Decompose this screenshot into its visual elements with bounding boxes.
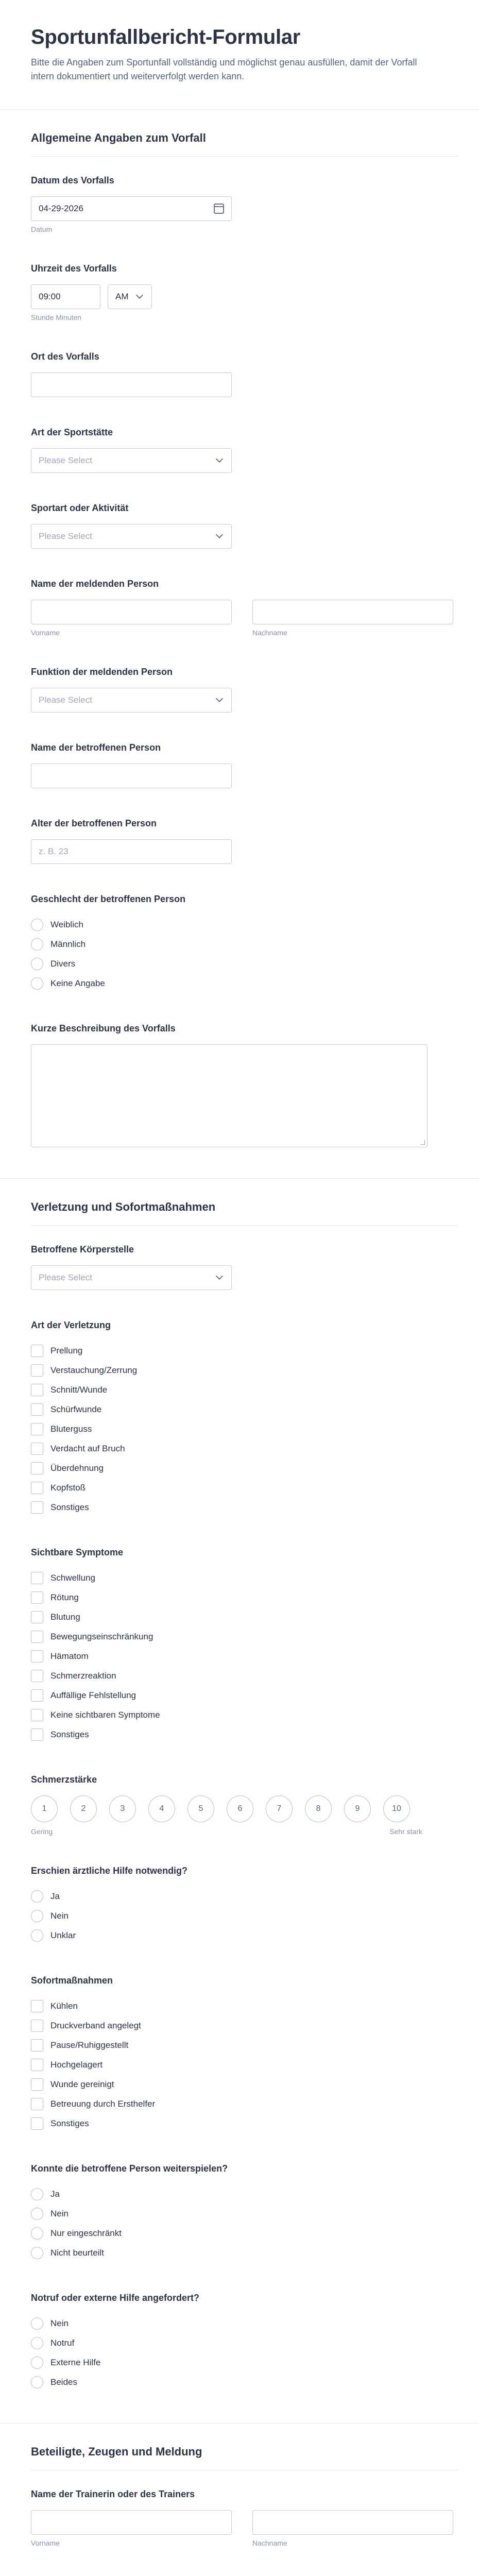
option-label: Überdehnung [50,1463,104,1473]
radio-button[interactable] [31,2357,43,2369]
field-sublabel: Datum [31,225,53,233]
last-name-input[interactable] [252,600,453,624]
radio-option[interactable] [31,915,458,935]
scale-option-10[interactable]: 10 [383,1795,410,1822]
medical-help-options [31,1887,458,1945]
last-name-sublabel: Nachname [252,2539,287,2547]
checkbox[interactable] [31,1482,43,1494]
section-participants [0,2424,479,2576]
select-placeholder: Please Select [39,1273,92,1282]
checkbox[interactable] [31,1462,43,1475]
checkbox[interactable] [31,1591,43,1604]
date-value: 04-29-2026 [39,204,83,213]
gender-options [31,915,458,993]
scale-option-3[interactable]: 3 [109,1795,136,1822]
checkbox[interactable] [31,1709,43,1721]
radio-button[interactable] [31,2247,43,2259]
injury-type-options [31,1341,458,1517]
checkbox-option[interactable] [31,2094,458,2114]
option-label: Hämatom [50,1651,89,1661]
last-name-col [252,2510,453,2547]
field-time [31,263,458,321]
option-label: Keine sichtbaren Symptome [50,1710,160,1720]
last-name-sublabel: Nachname [252,629,287,637]
scale-option-8[interactable]: 8 [305,1795,332,1822]
checkbox-option[interactable] [31,1666,458,1686]
field-label: Notruf oder externe Hilfe angefordert? [31,2293,200,2303]
radio-button[interactable] [31,2188,43,2200]
section-injury [0,1179,479,2424]
description-textarea[interactable] [31,1044,427,1147]
field-label: Schmerzstärke [31,1774,97,1785]
radio-option[interactable] [31,2184,458,2204]
body-part-select[interactable] [31,1265,232,1290]
option-label: Nicht beurteilt [50,2248,104,2258]
radio-option[interactable] [31,2314,458,2333]
radio-button[interactable] [31,919,43,931]
checkbox-option[interactable] [31,1478,458,1498]
field-continue-play [31,2163,458,2263]
checkbox[interactable] [31,2059,43,2071]
section-general [0,110,479,1179]
radio-button[interactable] [31,2208,43,2220]
field-label: Art der Sportstätte [31,427,113,437]
radio-button[interactable] [31,938,43,951]
checkbox[interactable] [31,2020,43,2032]
checkbox[interactable] [31,1728,43,1741]
scale-option-7[interactable]: 7 [266,1795,293,1822]
option-label: Keine Angabe [50,978,105,988]
option-label: Sonstiges [50,1502,89,1512]
option-label: Ja [50,2189,60,2199]
form-title: Sportunfallbericht-Formular [31,26,301,48]
field-affected-age [31,818,458,864]
first-name-input[interactable] [31,600,232,624]
scale-low-label: Gering [31,1827,53,1836]
radio-option[interactable] [31,974,458,993]
checkbox[interactable] [31,1670,43,1682]
radio-button[interactable] [31,2227,43,2240]
scale-option-5[interactable]: 5 [187,1795,214,1822]
radio-option[interactable] [31,2353,458,2372]
scale-high-label: Sehr stark [389,1827,422,1836]
radio-option[interactable] [31,2243,458,2263]
radio-button[interactable] [31,2337,43,2349]
checkbox-option[interactable] [31,1686,458,1705]
radio-option[interactable] [31,2333,458,2353]
time-row [31,284,458,309]
field-label: Sichtbare Symptome [31,1547,124,1557]
checkbox[interactable] [31,2000,43,2012]
first-name-col [31,600,232,637]
field-emergency [31,2293,458,2392]
field-location [31,351,458,397]
field-label: Geschlecht der betroffenen Person [31,894,186,904]
date-input[interactable] [31,196,232,221]
emergency-options [31,2314,458,2392]
option-label: Kühlen [50,2001,78,2011]
form-header [0,0,479,110]
field-affected-name [31,742,458,788]
field-facility [31,427,458,473]
checkbox-option[interactable] [31,1498,458,1517]
option-label: Wunde gereinigt [50,2079,114,2089]
radio-option[interactable] [31,2204,458,2224]
field-description [31,1023,458,1147]
field-sport [31,503,458,549]
option-label: Nein [50,1911,69,1921]
checkbox[interactable] [31,1689,43,1702]
time-value: 09:00 [39,292,61,301]
option-label: Verdacht auf Bruch [50,1444,125,1453]
field-measures [31,1975,458,2133]
checkbox[interactable] [31,2078,43,2091]
option-label: Notruf [50,2338,75,2348]
radio-option[interactable] [31,1926,458,1945]
option-label: Betreuung durch Ersthelfer [50,2099,156,2109]
radio-option[interactable] [31,2224,458,2243]
checkbox-option[interactable] [31,1400,458,1419]
reporter-role-select[interactable] [31,688,232,713]
option-label: Druckverband angelegt [50,2021,141,2030]
option-label: Ja [50,1891,60,1901]
option-label: Hochgelagert [50,2060,103,2070]
checkbox-option[interactable] [31,2016,458,2036]
field-label: Name der meldenden Person [31,579,159,589]
option-label: Schwellung [50,1573,95,1583]
checkbox-option[interactable] [31,1361,458,1380]
radio-option[interactable] [31,935,458,954]
field-body-part [31,1244,458,1290]
radio-button[interactable] [31,2376,43,2388]
option-label: Auffällige Fehlstellung [50,1690,136,1700]
field-label: Erschien ärztliche Hilfe notwendig? [31,1866,188,1876]
option-label: Beides [50,2377,77,2387]
option-label: Männlich [50,939,86,949]
field-label: Ort des Vorfalls [31,351,99,362]
option-label: Blutung [50,1612,80,1622]
option-label: Rötung [50,1592,79,1602]
continue-play-options [31,2184,458,2263]
scale-option-4[interactable]: 4 [148,1795,175,1822]
field-label: Funktion der meldenden Person [31,667,173,677]
checkbox-option[interactable] [31,2055,458,2075]
radio-button[interactable] [31,1910,43,1922]
checkbox-option[interactable] [31,1627,458,1647]
scale-labels [31,1827,422,1836]
scale-option-2[interactable]: 2 [70,1795,97,1822]
checkbox-option[interactable] [31,1607,458,1627]
checkbox[interactable] [31,1384,43,1396]
ampm-value: AM [115,292,129,301]
checkbox-option[interactable] [31,1647,458,1666]
option-label: Externe Hilfe [50,2358,101,2367]
checkbox[interactable] [31,1443,43,1455]
scale-option-1[interactable]: 1 [31,1795,58,1822]
chevron-down-icon [216,1273,223,1280]
option-label: Divers [50,959,76,969]
checkbox-option[interactable] [31,1459,458,1478]
ampm-select[interactable] [108,284,152,309]
field-label: Sofortmaßnahmen [31,1975,113,1986]
chevron-down-icon [136,292,143,299]
checkbox-option[interactable] [31,1725,458,1744]
option-label: Nur eingeschränkt [50,2228,122,2238]
field-label: Datum des Vorfalls [31,175,114,185]
age-input[interactable] [31,839,232,864]
option-label: Nein [50,2209,69,2218]
field-label: Name der betroffenen Person [31,742,161,753]
field-label: Konnte die betroffene Person weiterspielen? [31,2163,228,2174]
checkbox-option[interactable] [31,1588,458,1607]
last-name-input[interactable] [252,2510,453,2535]
checkbox-option[interactable] [31,1419,458,1439]
option-label: Sonstiges [50,1730,89,1739]
pain-scale [31,1795,458,1822]
option-label: Schnitt/Wunde [50,1385,108,1395]
radio-button[interactable] [31,1929,43,1942]
checkbox[interactable] [31,2098,43,2110]
radio-button[interactable] [31,2317,43,2330]
option-label: Schürfwunde [50,1404,102,1414]
name-row [31,600,458,637]
option-label: Schmerzreaktion [50,1671,116,1681]
checkbox[interactable] [31,1423,43,1435]
option-label: Prellung [50,1346,83,1355]
checkbox-option[interactable] [31,2114,458,2133]
field-date [31,175,458,233]
checkbox[interactable] [31,1572,43,1584]
option-label: Nein [50,2318,69,2328]
checkbox[interactable] [31,1364,43,1377]
location-input[interactable] [31,372,232,397]
radio-option[interactable] [31,954,458,974]
sport-select[interactable] [31,524,232,549]
field-reporter [31,579,458,637]
checkbox[interactable] [31,1403,43,1416]
option-label: Pause/Ruhiggestellt [50,2040,129,2050]
section-title: Beteiligte, Zeugen und Meldung [31,2424,458,2470]
measures-options [31,1996,458,2133]
field-injury-type [31,1320,458,1517]
field-label: Name der Trainerin oder des Trainers [31,2489,195,2499]
radio-option[interactable] [31,2372,458,2392]
field-symptoms [31,1547,458,1744]
section-title: Verletzung und Sofortmaßnahmen [31,1179,458,1226]
input-placeholder: z. B. 23 [39,846,69,856]
field-label: Sportart oder Aktivität [31,503,129,513]
time-input[interactable] [31,284,100,309]
scale-option-9[interactable]: 9 [344,1795,371,1822]
calendar-icon[interactable] [214,204,224,214]
field-label: Uhrzeit des Vorfalls [31,263,117,274]
checkbox[interactable] [31,1611,43,1623]
checkbox[interactable] [31,2039,43,2052]
checkbox-option[interactable] [31,2075,458,2094]
radio-option[interactable] [31,1887,458,1906]
checkbox[interactable] [31,2117,43,2130]
facility-select[interactable] [31,448,232,473]
checkbox[interactable] [31,1631,43,1643]
checkbox-option[interactable] [31,2036,458,2055]
select-placeholder: Please Select [39,531,92,541]
select-placeholder: Please Select [39,455,92,465]
field-pain-scale [31,1774,458,1836]
form-subtitle: Bitte die Angaben zum Sportunfall vollständig und möglichst genau ausfüllen, damit der Vorfall intern dokumentiert und weiterverfolgt werden kann. [31,57,417,81]
field-trainer-name [31,2489,458,2547]
checkbox-option[interactable] [31,1705,458,1725]
checkbox-option[interactable] [31,1996,458,2016]
affected-name-input[interactable] [31,764,232,788]
option-label: Unklar [50,1930,76,1940]
field-label: Alter der betroffenen Person [31,818,157,828]
radio-button[interactable] [31,958,43,970]
section-title: Allgemeine Angaben zum Vorfall [31,110,458,157]
chevron-down-icon [216,455,223,463]
field-reporter-role [31,667,458,713]
field-label: Kurze Beschreibung des Vorfalls [31,1023,176,1033]
checkbox[interactable] [31,1650,43,1663]
select-placeholder: Please Select [39,695,92,705]
option-label: Sonstiges [50,2119,89,2128]
checkbox[interactable] [31,1345,43,1357]
checkbox-option[interactable] [31,1439,458,1459]
field-label: Art der Verletzung [31,1320,111,1330]
radio-button[interactable] [31,1890,43,1903]
field-gender [31,894,458,993]
radio-option[interactable] [31,1906,458,1926]
option-label: Bewegungseinschränkung [50,1632,153,1641]
checkbox[interactable] [31,1501,43,1514]
field-sublabel: Stunde Minuten [31,313,82,321]
first-name-col [31,2510,232,2547]
last-name-col [252,600,453,637]
chevron-down-icon [216,695,223,702]
option-label: Kopfstoß [50,1483,86,1493]
option-label: Bluterguss [50,1424,92,1434]
scale-option-6[interactable]: 6 [227,1795,253,1822]
name-row [31,2510,458,2547]
first-name-input[interactable] [31,2510,232,2535]
first-name-sublabel: Vorname [31,2539,60,2547]
checkbox-option[interactable] [31,1380,458,1400]
chevron-down-icon [216,531,223,538]
checkbox-option[interactable] [31,1568,458,1588]
radio-button[interactable] [31,977,43,990]
option-label: Verstauchung/Zerrung [50,1365,138,1375]
symptom-options [31,1568,458,1744]
field-medical-help [31,1866,458,1945]
option-label: Weiblich [50,920,83,929]
first-name-sublabel: Vorname [31,629,60,637]
field-label: Betroffene Körperstelle [31,1244,134,1255]
checkbox-option[interactable] [31,1341,458,1361]
